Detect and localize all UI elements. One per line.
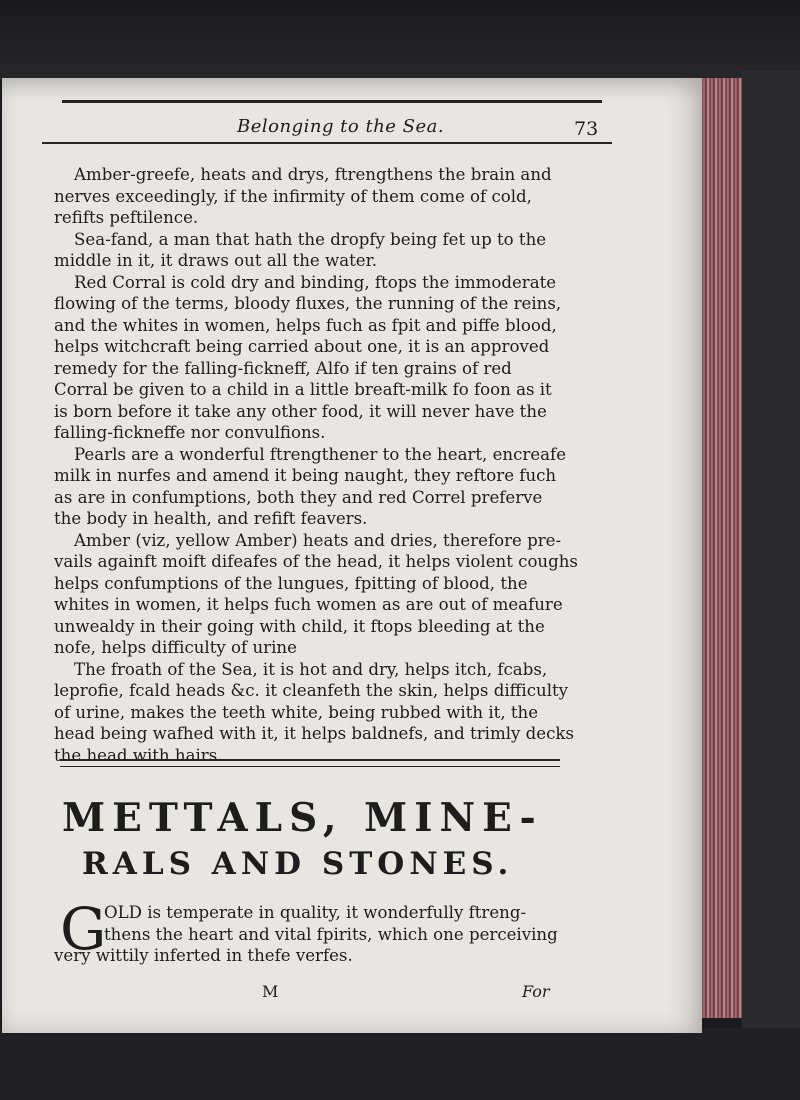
paragraph-amber-greese bbox=[54, 164, 612, 229]
text-line: unwealdy in their going with child, it ftops bleeding at the bbox=[54, 616, 545, 636]
text-line: helps witchcraft being carried about one, it is an approved bbox=[54, 337, 550, 356]
text-line: Sea-fand, a man that hath the dropfy being fet up to the bbox=[74, 229, 547, 249]
text-line: and the whites in women, helps fuch as fpit and piffe blood, bbox=[54, 315, 557, 335]
scan-background-bottom bbox=[0, 1028, 800, 1100]
paragraph-gold bbox=[54, 895, 612, 967]
paragraph-sea-froath bbox=[54, 659, 612, 767]
section-subtitle: RALS AND STONES. bbox=[82, 846, 514, 882]
text-line: Amber-greefe, heats and drys, ftrengthens the brain and bbox=[74, 165, 552, 184]
text-line: Amber (viz, yellow Amber) heats and dries, therefore pre- bbox=[74, 530, 562, 550]
paragraph-pearls bbox=[54, 444, 612, 530]
paragraph-gold-text bbox=[54, 895, 612, 967]
text-line: nofe, helps difficulty of urine bbox=[54, 638, 297, 657]
scan-background-top bbox=[0, 0, 800, 80]
text-line: refifts peftilence. bbox=[54, 208, 199, 227]
text-line: Red Corral is cold dry and binding, ftops the immoderate bbox=[74, 272, 557, 292]
body-text bbox=[54, 164, 612, 766]
text-line: milk in nurfes and amend it being naught, they reftore fuch bbox=[54, 466, 557, 485]
text-line: head being wafhed with it, it helps baldnefs, and trimly decks bbox=[54, 724, 574, 743]
text-line: the body in health, and refift feavers. bbox=[54, 509, 368, 528]
text-line: OLD is temperate in quality, it wonderfully ftreng- bbox=[104, 903, 527, 922]
text-line: leprofie, fcald heads &c. it cleanfeth the skin, helps difficulty bbox=[54, 681, 569, 700]
text-line: as are in confumptions, both they and red Correl preferve bbox=[54, 487, 543, 507]
text-line: is born before it take any other food, it will never have the bbox=[54, 401, 547, 421]
page-number: 73 bbox=[574, 118, 599, 140]
scan-background-right bbox=[742, 70, 800, 1100]
catchword: For bbox=[522, 982, 550, 1001]
text-line: helps confumptions of the lungues, fpitting of blood, the bbox=[54, 573, 528, 593]
section-title: METTALS, MINE- bbox=[62, 795, 543, 841]
text-line: Corral be given to a child in a little breaft-milk fo foon as it bbox=[54, 380, 552, 399]
text-line: nerves exceedingly, if the infirmity of them come of cold, bbox=[54, 186, 532, 206]
paragraph-red-corral bbox=[54, 272, 612, 444]
text-line: middle in it, it draws out all the water. bbox=[54, 251, 377, 270]
text-line: thens the heart and vital fpirits, which one perceiving bbox=[104, 924, 558, 944]
text-line: vails againft moift difeafes of the head, it helps violent coughs bbox=[54, 552, 578, 571]
text-line: whites in women, it helps fuch women as are out of meafure bbox=[54, 595, 563, 614]
text-line: remedy for the falling-fickneff, Alfo if ten grains of red bbox=[54, 358, 512, 378]
text-line: the head with hairs. bbox=[54, 745, 223, 765]
paragraph-amber bbox=[54, 530, 612, 659]
text-line: falling-fickneffe nor convulfions. bbox=[54, 423, 326, 442]
book-page bbox=[2, 78, 702, 1033]
top-rule bbox=[62, 100, 602, 103]
drop-cap: G bbox=[60, 895, 107, 963]
section-separator-rule bbox=[60, 759, 560, 767]
text-line: of urine, makes the teeth white, being rubbed with it, the bbox=[54, 702, 539, 722]
paragraph-sea-sand bbox=[54, 229, 612, 272]
text-line: Pearls are a wonderful ftrengthener to the heart, encreafe bbox=[74, 444, 567, 464]
running-head: Belonging to the Sea. bbox=[237, 116, 445, 137]
signature-mark: M bbox=[262, 982, 279, 1001]
text-line: The froath of the Sea, it is hot and dry, helps itch, fcabs, bbox=[74, 659, 548, 679]
text-line: flowing of the terms, bloody fluxes, the running of the reins, bbox=[54, 294, 562, 313]
head-rule bbox=[42, 142, 612, 144]
text-line: very wittily inferted in thefe verfes. bbox=[54, 946, 353, 965]
